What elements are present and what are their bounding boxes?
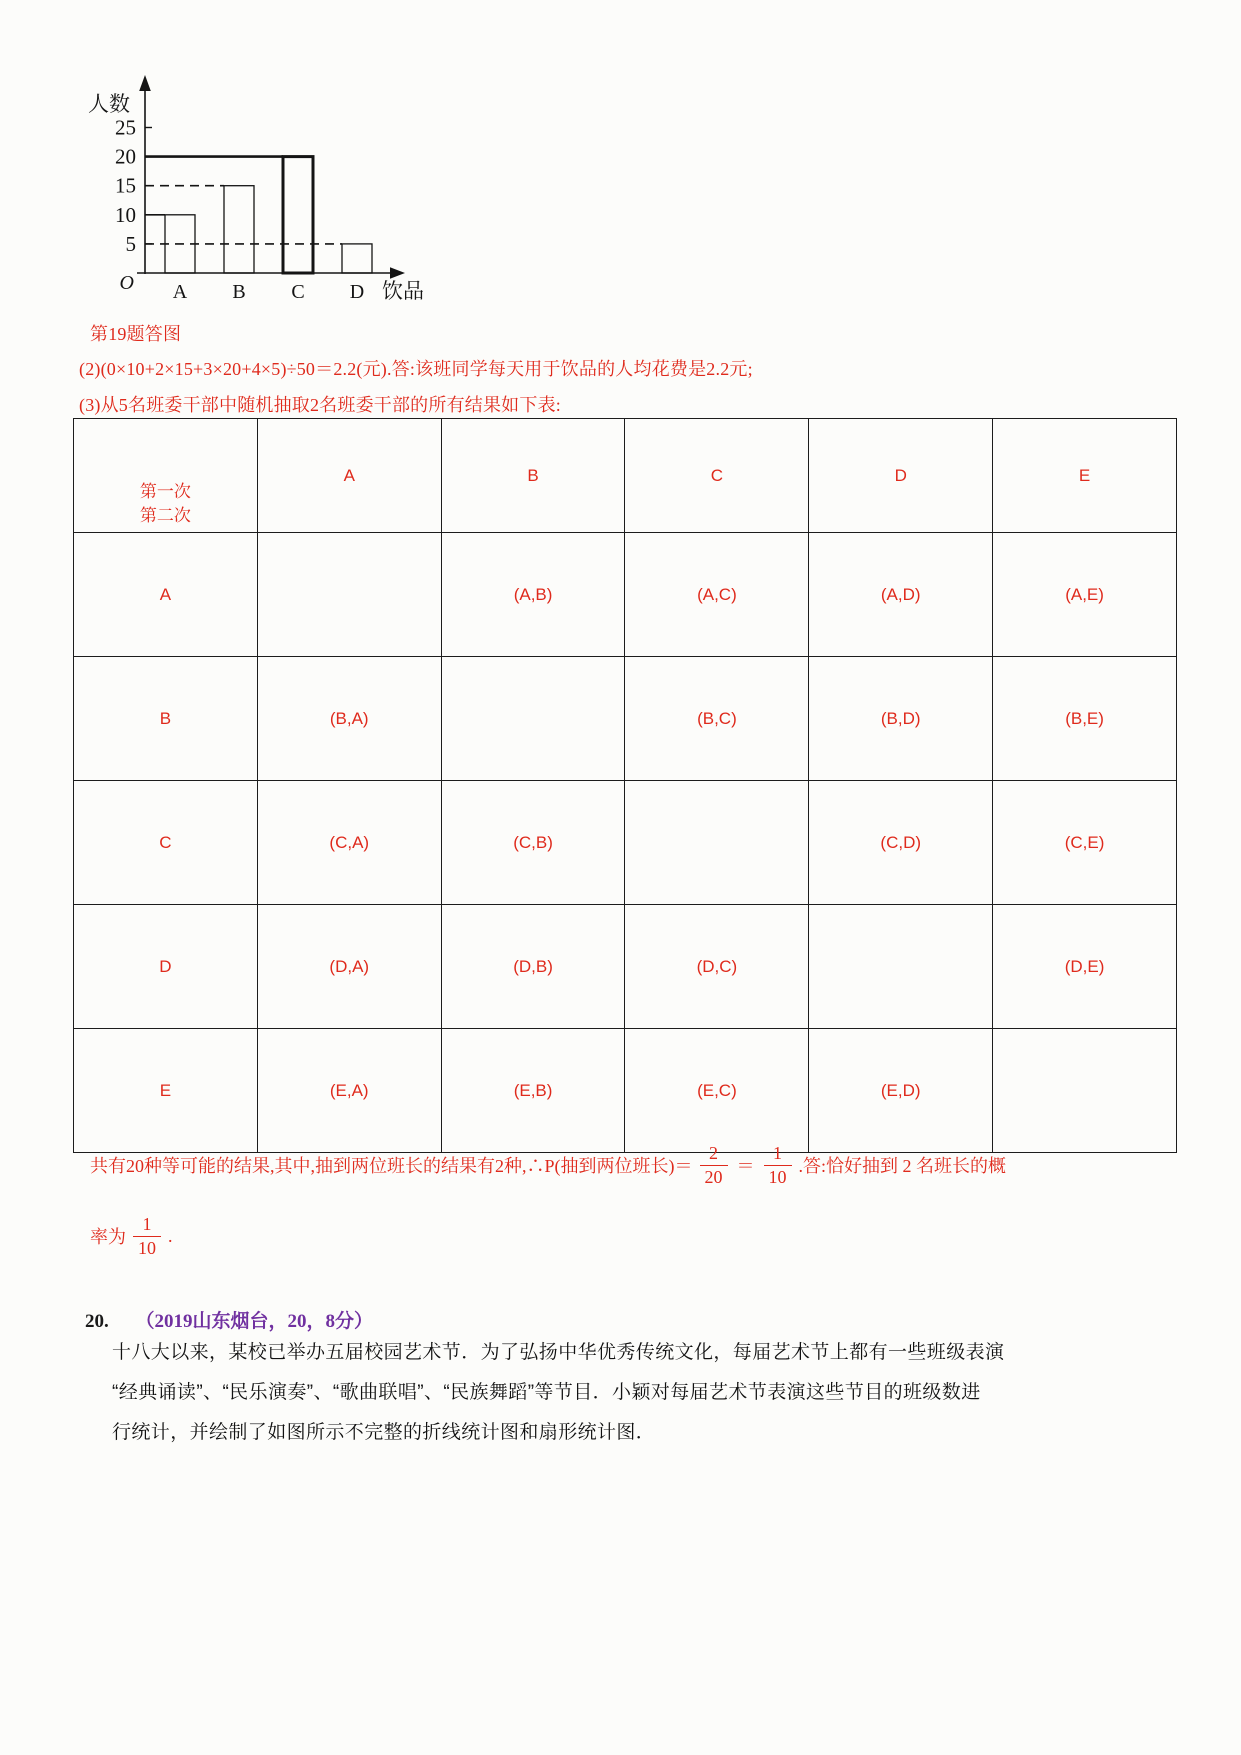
outcome-cell: (D,C) (625, 905, 809, 1029)
outcome-cell: (B,D) (809, 657, 993, 781)
svg-text:饮品: 饮品 (382, 279, 424, 303)
bar-B (224, 186, 254, 273)
solution-line-2: (2)(0×10+2×15+3×20+4×5)÷50＝2.2(元).答:该班同学每天用于饮品的人均花费是2.2元; (79, 359, 753, 379)
probability-line2-suffix: . (168, 1225, 173, 1246)
question-number: 20. (85, 1311, 109, 1332)
column-header-C: C (625, 419, 809, 533)
table-row-A (74, 533, 1177, 657)
svg-text:20: 20 (115, 144, 136, 169)
question-source: （2019山东烟台，20，8分） (135, 1311, 374, 1332)
outcome-cell: (E,D) (809, 1029, 993, 1153)
column-header-E: E (993, 419, 1177, 533)
svg-text:人数: 人数 (88, 92, 130, 116)
bar-D (342, 244, 372, 273)
fraction-numerator: 2 (709, 1142, 718, 1163)
bar-C (283, 157, 313, 273)
probability-line-1 (90, 1136, 1006, 1194)
outcome-cell: (D,A) (257, 905, 441, 1029)
empty-cell (441, 657, 625, 781)
question-20-body (112, 1333, 1004, 1453)
row-header-B: B (74, 657, 258, 781)
svg-text:C: C (291, 281, 305, 303)
question-20-heading (85, 1306, 373, 1333)
outcome-cell: (D,E) (993, 905, 1177, 1029)
question-body-line: 行统计，并绘制了如图所示不完整的折线统计图和扇形统计图． (112, 1422, 656, 1443)
fraction-2-20 (700, 1143, 728, 1187)
outcome-cell: (B,E) (993, 657, 1177, 781)
table-row-E (74, 1029, 1177, 1153)
outcome-cell: (C,A) (257, 781, 441, 905)
row-header-C: C (74, 781, 258, 905)
bar-chart (58, 58, 448, 308)
empty-cell (257, 533, 441, 657)
svg-text:D: D (349, 281, 365, 303)
table-header-row (74, 419, 1177, 533)
fraction-1-10 (764, 1143, 792, 1187)
probability-text-suffix: .答:恰好抽到 2 名班长的概 (798, 1156, 1006, 1176)
question-body-line: 十八大以来，某校已举办五届校园艺术节．为了弘扬中华优秀传统文化，每届艺术节上都有一些班级表演 (112, 1342, 1005, 1363)
solution-line-3: (3)从5名班委干部中随机抽取2名班委干部的所有结果如下表: (79, 395, 561, 415)
outcomes-table (73, 418, 1177, 1153)
outcome-cell: (B,A) (257, 657, 441, 781)
row-header-E: E (74, 1029, 258, 1153)
outcome-cell: (E,B) (441, 1029, 625, 1153)
outcome-cell: (A,C) (625, 533, 809, 657)
svg-text:O: O (119, 272, 134, 294)
outcome-cell: (C,B) (441, 781, 625, 905)
column-header-D: D (809, 419, 993, 533)
outcome-cell: (B,C) (625, 657, 809, 781)
probability-line2-prefix: 率为 (90, 1227, 126, 1247)
outcome-cell: (D,B) (441, 905, 625, 1029)
empty-cell (809, 905, 993, 1029)
column-header-A: A (257, 419, 441, 533)
row-header-D: D (74, 905, 258, 1029)
corner-line-second: 第二次 (139, 506, 191, 526)
svg-text:10: 10 (115, 202, 136, 227)
table-row-D (74, 905, 1177, 1029)
outcome-cell: (E,C) (625, 1029, 809, 1153)
outcome-cell: (A,E) (993, 533, 1177, 657)
corner-header-cell (74, 419, 258, 533)
fraction-numerator: 1 (773, 1142, 782, 1163)
outcome-cell: (C,D) (809, 781, 993, 905)
fraction-denominator: 10 (764, 1165, 792, 1188)
svg-text:5: 5 (125, 231, 136, 256)
row-header-A: A (74, 533, 258, 657)
svg-text:25: 25 (115, 115, 136, 140)
outcome-cell: (E,A) (257, 1029, 441, 1153)
question-body-line: “经典诵读”、“民乐演奏”、“歌曲联唱”、“民族舞蹈”等节目．小颖对每届艺术节表演这些节目的班级数进 (112, 1382, 981, 1403)
fraction-denominator: 10 (133, 1236, 161, 1259)
fraction-numerator: 1 (142, 1213, 152, 1234)
probability-text-prefix: 共有20种等可能的结果,其中,抽到两位班长的结果有2种,∴P(抽到两位班长)＝ (90, 1156, 693, 1176)
fraction-1-10 (133, 1214, 161, 1258)
chart-caption: 第19题答图 (90, 324, 182, 344)
empty-cell (625, 781, 809, 905)
svg-text:15: 15 (115, 173, 136, 198)
table-row-C (74, 781, 1177, 905)
fraction-denominator: 20 (700, 1165, 728, 1188)
equals-sign: ＝ (736, 1156, 755, 1176)
empty-cell (993, 1029, 1177, 1153)
outcome-cell: (C,E) (993, 781, 1177, 905)
outcome-cell: (A,D) (809, 533, 993, 657)
corner-line-first: 第一次 (139, 482, 191, 502)
table-row-B (74, 657, 1177, 781)
bar-chart-svg (58, 58, 448, 308)
column-header-B: B (441, 419, 625, 533)
svg-text:A: A (172, 281, 188, 303)
outcome-cell: (A,B) (441, 533, 625, 657)
svg-text:B: B (232, 281, 246, 303)
probability-line-2 (90, 1206, 173, 1266)
